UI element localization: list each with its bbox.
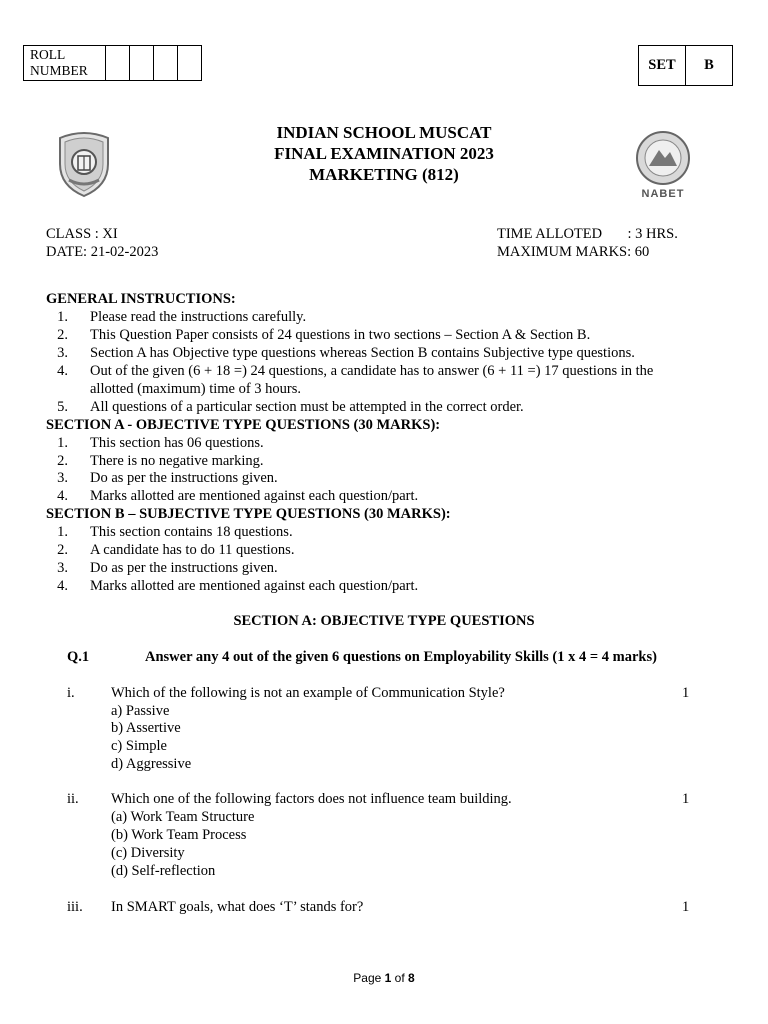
general-instructions-heading: GENERAL INSTRUCTIONS:: [46, 291, 236, 307]
class-info: CLASS : XI: [46, 226, 118, 242]
exam-title: FINAL EXAMINATION 2023: [274, 144, 494, 163]
subject-title: MARKETING (812): [309, 165, 459, 184]
date-info: DATE: 21-02-2023: [46, 244, 159, 260]
roll-number-box: [23, 45, 202, 81]
section-b-heading: SECTION B – SUBJECTIVE TYPE QUESTIONS (30 MARKS):: [46, 506, 451, 522]
option: b) Assertive: [111, 720, 181, 736]
marks-value: 1: [682, 791, 690, 807]
marks-value: 1: [682, 899, 690, 915]
roll-number-label: ROLL NUMBER: [24, 46, 106, 81]
section-title: SECTION A: OBJECTIVE TYPE QUESTIONS: [233, 613, 535, 629]
page-number: 1: [384, 971, 392, 985]
set-label: SET: [639, 46, 686, 85]
set-value: B: [704, 57, 714, 73]
school-name: INDIAN SCHOOL MUSCAT: [276, 123, 492, 142]
option: c) Simple: [111, 738, 167, 754]
marks-value: 1: [682, 685, 690, 701]
nabet-logo-text: NABET: [641, 188, 685, 200]
option: (c) Diversity: [111, 845, 185, 861]
page-footer: Page 1 of 8: [353, 971, 415, 985]
option: (b) Work Team Process: [111, 827, 247, 843]
roll-digit-cell: [154, 46, 178, 81]
set-box: [638, 45, 733, 86]
nabet-logo-icon: [627, 128, 699, 205]
option: a) Passive: [111, 703, 170, 719]
section-a-heading: SECTION A - OBJECTIVE TYPE QUESTIONS (30 MARKS):: [46, 417, 441, 433]
marks-info: MAXIMUM MARKS: 60: [497, 244, 650, 260]
option: (a) Work Team Structure: [111, 809, 255, 825]
roll-digit-cell: [178, 46, 202, 81]
roll-digit-cell: [106, 46, 130, 81]
roll-digit-cell: [130, 46, 154, 81]
option: (d) Self-reflection: [111, 863, 216, 879]
page-total: 8: [408, 971, 415, 985]
time-info: TIME ALLOTED : 3 HRS.: [497, 226, 678, 242]
option: d) Aggressive: [111, 756, 192, 772]
